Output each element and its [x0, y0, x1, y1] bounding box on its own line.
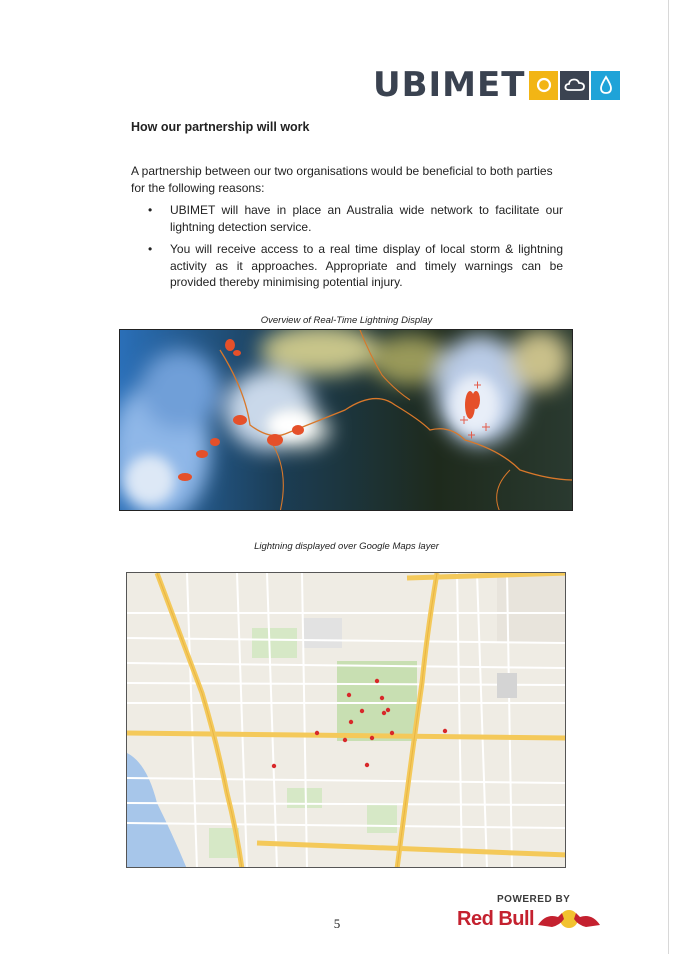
redbull-logo: [457, 905, 604, 933]
list-item: [148, 241, 563, 291]
bullet-icon: •: [148, 203, 153, 217]
lightning-map-image: [126, 572, 566, 868]
logo-weather-icons: [529, 71, 622, 100]
ubimet-logo: [373, 65, 622, 105]
lightning-satellite-image: [119, 329, 573, 511]
figure1-caption: Overview of Real-Time Lightning Display: [260, 315, 433, 326]
section-heading: How our partnership will work: [131, 120, 310, 134]
bulls-icon: [534, 905, 604, 933]
intro-paragraph: A partnership between our two organisations would be beneficial to both parties for the following reasons:: [131, 164, 553, 195]
sun-icon: [529, 71, 558, 100]
list-item-text: UBIMET will have in place an Australia wide network to facilitate our lightning detection service.: [170, 203, 563, 234]
redbull-wordmark: Red Bull: [457, 907, 535, 930]
figure2-caption: Lightning displayed over Google Maps layer: [254, 541, 439, 552]
reasons-list: [148, 202, 563, 297]
list-item: [148, 202, 563, 235]
page-edge-line: [668, 0, 669, 954]
cloud-icon: [560, 71, 589, 100]
logo-wordmark: UBIMET: [373, 65, 526, 105]
raindrop-icon: [591, 71, 620, 100]
page-number: 5: [333, 916, 341, 931]
powered-by-label: POWERED BY: [497, 894, 571, 905]
bullet-icon: •: [148, 242, 153, 256]
list-item-text: You will receive access to a real time display of local storm & lightning activity as it approaches. Appropriate and timely warnings can be provided thereby minimising potential injury.: [170, 242, 563, 289]
